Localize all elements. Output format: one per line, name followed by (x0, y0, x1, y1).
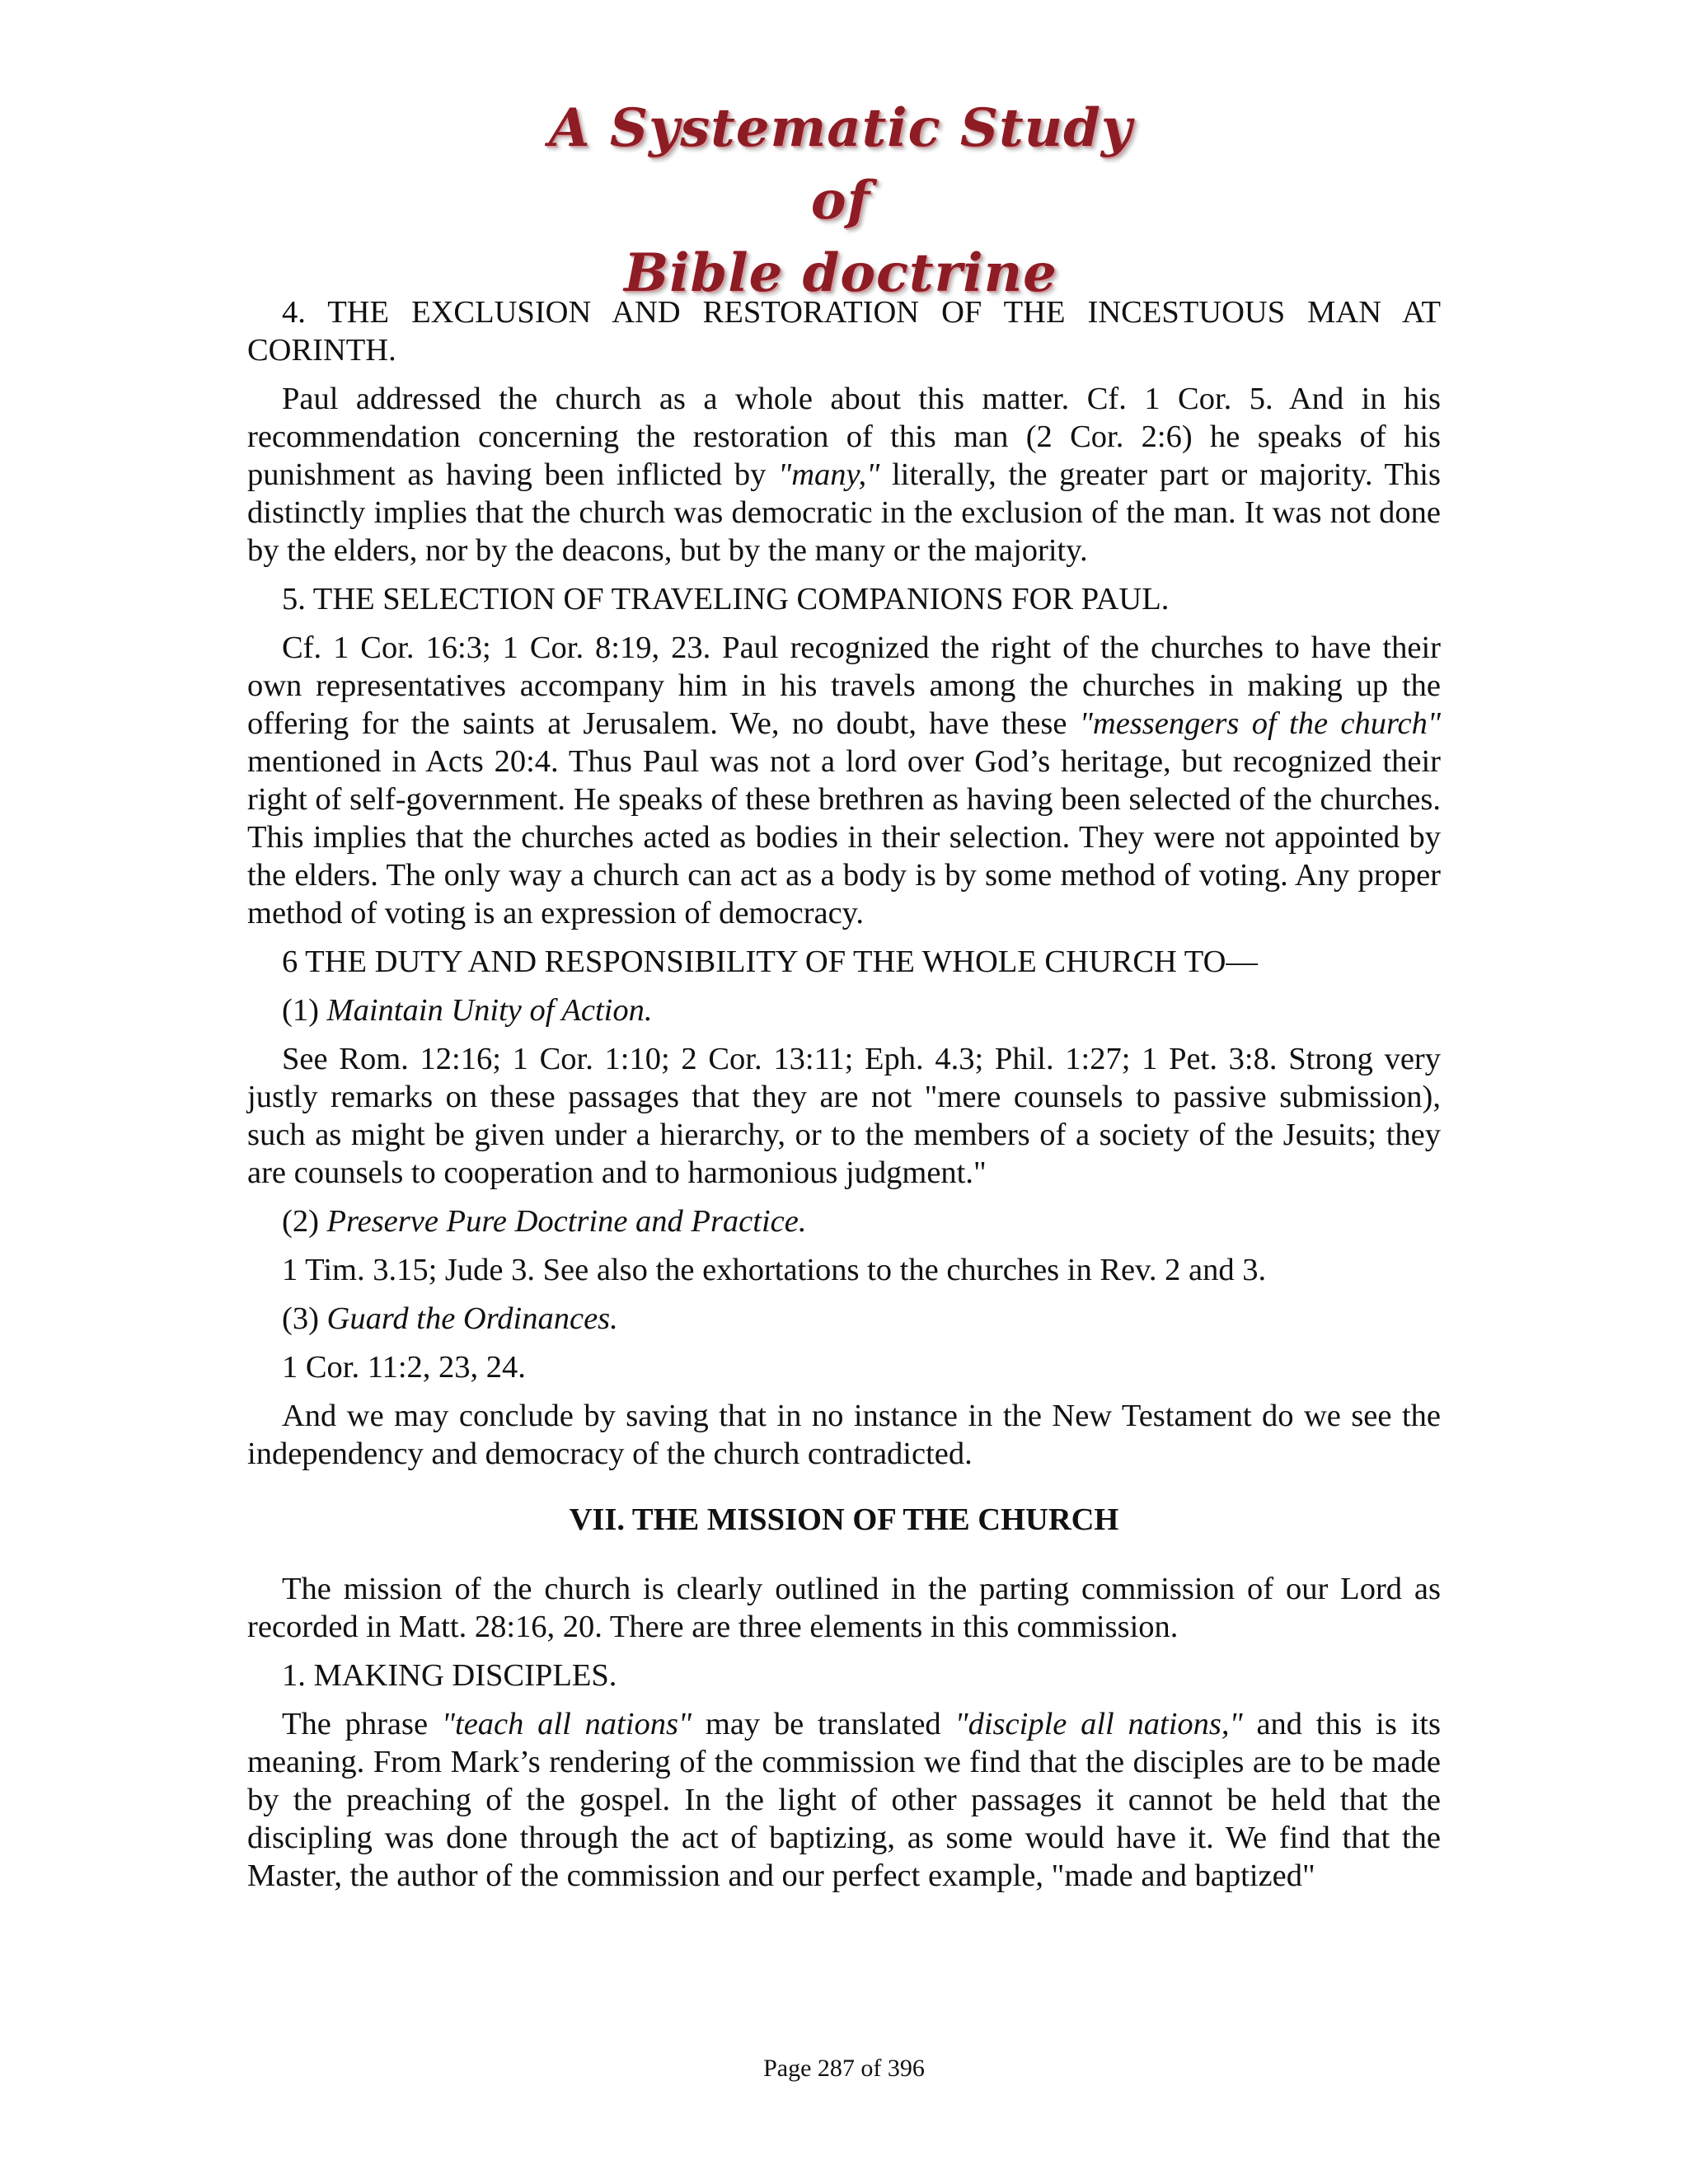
emphasis: "disciple all nations," (954, 1707, 1243, 1741)
chapter-heading: VII. THE MISSION OF THE CHURCH (569, 1502, 1119, 1537)
emphasis: "many," (778, 457, 880, 492)
logo-line-1: A Systematic Study of (548, 97, 1133, 232)
paragraph: 1 Cor. 11:2, 23, 24. (282, 1350, 526, 1385)
logo-line-2: Bible doctrine (624, 242, 1057, 304)
paragraph: Paul addressed the church as a whole about this matter. Cf. 1 Cor. 5. And in his recommendation concerning the restoration of this man (2 Cor. 2:6) he speaks of his punishment as having been inflicted by "many," literally, the greater part or majority. This distinctly implies that the church was democratic in the exclusion of the man. It was not done by the elders, nor by the deacons, but by the many or the majority. (247, 382, 1441, 568)
subheading-3: (3) Guard the Ordinances. (282, 1301, 618, 1336)
paragraph: The mission of the church is clearly outlined in the parting commission of our Lord as recorded in Matt. 28:16, 20. There are three elements in this commission. (247, 1572, 1441, 1644)
paragraph: 1 Tim. 3.15; Jude 3. See also the exhortations to the churches in Rev. 2 and 3. (282, 1253, 1267, 1287)
section-heading-4: 4. THE EXCLUSION AND RESTORATION OF THE INCESTUOUS MAN AT CORINTH. (247, 295, 1441, 368)
section-heading-5: 5. THE SELECTION OF TRAVELING COMPANIONS FOR PAUL. (282, 582, 1170, 616)
paragraph: And we may conclude by saving that in no instance in the New Testament do we see the independency and democracy of the church contradicted. (247, 1399, 1441, 1471)
paragraph: See Rom. 12:16; 1 Cor. 1:10; 2 Cor. 13:11; Eph. 4.3; Phil. 1:27; 1 Pet. 3:8. Strong very justly remarks on these passages that they are not "mere counsels to passive submission), such as might be given under a hierarchy, or to the members of a society of the Jesuits; they are counsels to cooperation and to harmonious judgment." (247, 1042, 1441, 1190)
emphasis: "messengers of the church" (1079, 706, 1442, 741)
paragraph: Cf. 1 Cor. 16:3; 1 Cor. 8:19, 23. Paul recognized the right of the churches to have their own representatives accompany him in his travels among the churches in making up the offering for the saints at Jerusalem. We, no doubt, have these "messengers of the church" mentioned in Acts 20:4. Thus Paul was not a lord over God’s heritage, but recognized their right of self-government. He speaks of these brethren as having been selected of the churches. This implies that the churches acted as bodies in their selection. They were not appointed by the elders. The only way a church can act as a body is by some method of voting. Any proper method of voting is an expression of democracy. (247, 630, 1442, 930)
page-body (247, 293, 1441, 1905)
subheading-2: (2) Preserve Pure Doctrine and Practice. (282, 1204, 807, 1239)
page-number: Page 287 of 396 (763, 2055, 925, 2082)
subheading-1: (1) Maintain Unity of Action. (282, 993, 653, 1028)
book-title-logo (544, 92, 1137, 310)
section-heading-1: 1. MAKING DISCIPLES. (282, 1658, 617, 1693)
section-heading-6: 6 THE DUTY AND RESPONSIBILITY OF THE WHOLE CHURCH TO— (282, 944, 1258, 979)
paragraph: The phrase "teach all nations" may be translated "disciple all nations," and this is its meaning. From Mark’s rendering of the commission we find that the disciples are to be made by the preaching of the gospel. In the light of other passages it cannot be held that the discipling was done through the act of baptizing, as some would have it. We find that the Master, the author of the commission and our perfect example, "made and baptized" (247, 1707, 1441, 1893)
emphasis: "teach all nations" (441, 1707, 692, 1741)
